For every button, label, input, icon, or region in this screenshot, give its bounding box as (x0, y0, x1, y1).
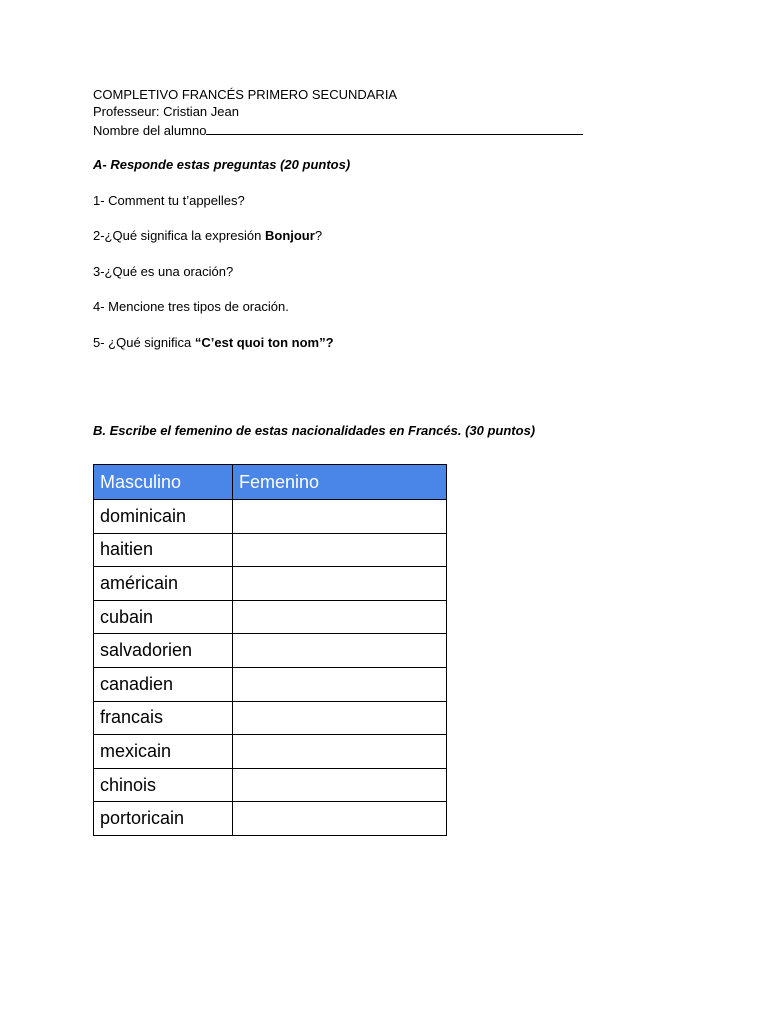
question-3: 3-¿Qué es una oración? (93, 264, 234, 279)
masculine-cell: mexicain (94, 735, 233, 769)
table-row (94, 500, 447, 534)
question-4: 4- Mencione tres tipos de oración. (93, 299, 289, 314)
nationalities-table (93, 464, 447, 836)
feminine-answer-cell[interactable] (233, 735, 447, 769)
question-2 (93, 228, 322, 244)
feminine-answer-cell[interactable] (233, 768, 447, 802)
table-row (94, 600, 447, 634)
table-row (94, 768, 447, 802)
feminine-answer-cell[interactable] (233, 500, 447, 534)
section-a-heading: A- Responde estas preguntas (20 puntos) (93, 157, 351, 172)
table-row (94, 567, 447, 601)
table-row (94, 802, 447, 836)
teacher-name: Professeur: Cristian Jean (93, 104, 239, 119)
student-name-label: Nombre del alumno (93, 123, 207, 138)
feminine-answer-cell[interactable] (233, 600, 447, 634)
student-name-blank (206, 122, 583, 135)
masculine-cell: cubain (94, 600, 233, 634)
feminine-answer-cell[interactable] (233, 533, 447, 567)
masculine-cell: portoricain (94, 802, 233, 836)
student-name-line (93, 122, 583, 139)
question-5-bold: “C’est quoi ton nom”? (194, 335, 334, 350)
question-5 (93, 335, 334, 351)
feminine-answer-cell[interactable] (233, 667, 447, 701)
table-row (94, 735, 447, 769)
table-row (94, 634, 447, 668)
question-5-text: 5- ¿Qué significa (93, 335, 195, 350)
question-2-text: 2-¿Qué significa la expresión (93, 228, 265, 243)
section-b-heading: B. Escribe el femenino de estas nacionalidades en Francés. (30 puntos) (93, 423, 536, 438)
masculine-cell: américain (94, 567, 233, 601)
feminine-answer-cell[interactable] (233, 634, 447, 668)
masculine-cell: canadien (94, 667, 233, 701)
header-femenino: Femenino (233, 465, 447, 500)
feminine-answer-cell[interactable] (233, 802, 447, 836)
question-2-bold: Bonjour (264, 228, 315, 243)
masculine-cell: salvadorien (94, 634, 233, 668)
document-title: COMPLETIVO FRANCÉS PRIMERO SECUNDARIA (93, 87, 398, 102)
header-masculino: Masculino (94, 465, 233, 500)
table-header-row (94, 465, 447, 500)
question-2-end: ? (314, 228, 323, 243)
feminine-answer-cell[interactable] (233, 701, 447, 735)
masculine-cell: haitien (94, 533, 233, 567)
table-row (94, 667, 447, 701)
masculine-cell: chinois (94, 768, 233, 802)
masculine-cell: dominicain (94, 500, 233, 534)
table-row (94, 533, 447, 567)
feminine-answer-cell[interactable] (233, 567, 447, 601)
question-1: 1- Comment tu t’appelles? (93, 193, 245, 208)
masculine-cell: francais (94, 701, 233, 735)
table-row (94, 701, 447, 735)
